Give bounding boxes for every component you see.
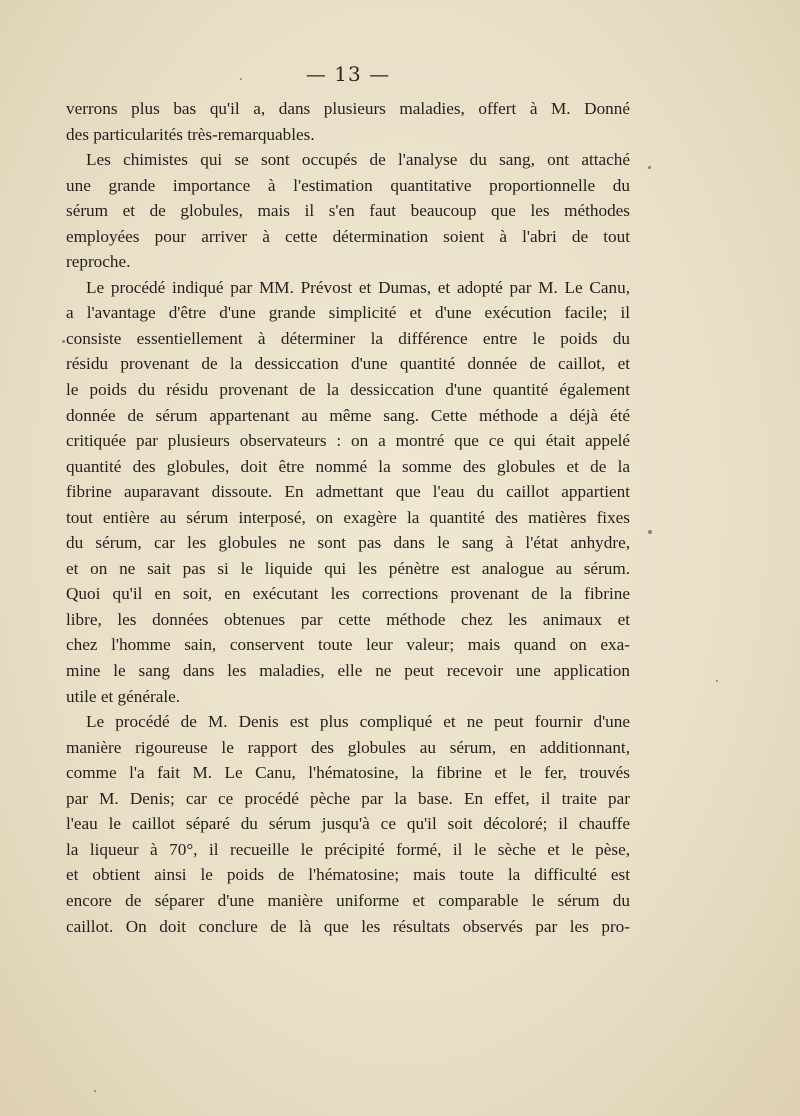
text-line: la liqueur à 70°, il recueille le précipité formé, il le sèche et le pèse,: [66, 839, 630, 859]
text-line: utile et générale.: [66, 686, 181, 706]
text-line: caillot. On doit conclure de là que les résultats observés par les pro-: [66, 916, 630, 936]
text-line: manière rigoureuse le rapport des globules au sérum, en additionnant,: [66, 737, 630, 757]
text-line: le poids du résidu provenant de la dessiccation d'une quantité également: [66, 380, 630, 400]
text-line: employées pour arriver à cette détermination soient à l'abri de tout: [66, 226, 630, 246]
text-line: a l'avantage d'être d'une grande simplicité et d'une exécution facile; il: [66, 303, 630, 323]
text-line: et obtient ainsi le poids de l'hématosine; mais toute la difficulté est: [66, 865, 630, 885]
text-line: Les chimistes qui se sont occupés de l'analyse du sang, ont attaché: [86, 150, 630, 170]
page-number: — 13 —: [305, 62, 391, 86]
text-line: chez l'homme sain, conservent toute leur valeur; mais quand on exa-: [66, 635, 630, 655]
text-line: sérum et de globules, mais il s'en faut beaucoup que les méthodes: [66, 201, 630, 221]
text-line: verrons plus bas qu'il a, dans plusieurs maladies, offert à M. Donné: [66, 99, 630, 118]
text-line: critiquée par plusieurs observateurs : on a montré que ce qui était appelé: [66, 431, 630, 451]
body-text: [66, 96, 630, 939]
text-line: fibrine auparavant dissoute. En admettant que l'eau du caillot appartient: [66, 482, 630, 502]
text-line: reproche.: [66, 252, 131, 272]
text-line: l'eau le caillot séparé du sérum jusqu'à ce qu'il soit décoloré; il chauffe: [66, 814, 630, 834]
paper-speck: [648, 530, 652, 534]
text-line: Quoi qu'il en soit, en exécutant les corrections provenant de la fibrine: [66, 584, 630, 604]
paper-speck: [62, 340, 65, 343]
text-line: encore de séparer d'une manière uniforme et comparable le sérum du: [66, 890, 630, 910]
paper-speck: [716, 680, 718, 682]
text-line: par M. Denis; car ce procédé pèche par la base. En effet, il traite par: [66, 788, 630, 808]
text-line: des particularités très-remarquables.: [66, 124, 315, 144]
text-line: résidu provenant de la dessiccation d'une quantité donnée de caillot, et: [66, 354, 630, 374]
text-line: une grande importance à l'estimation quantitative proportionnelle du: [66, 175, 630, 195]
text-line: quantité des globules, doit être nommé la somme des globules et de la: [66, 456, 630, 476]
text-line: libre, les données obtenues par cette méthode chez les animaux et: [66, 609, 630, 629]
text-line: du sérum, car les globules ne sont pas dans le sang à l'état anhydre,: [66, 533, 630, 553]
text-line: et on ne sait pas si le liquide qui les pénètre est analogue au sérum.: [66, 558, 630, 578]
paper-speck: [240, 78, 242, 80]
text-line: Le procédé indiqué par MM. Prévost et Dumas, et adopté par M. Le Canu,: [86, 277, 630, 297]
text-line: tout entière au sérum interposé, on exagère la quantité des matières fixes: [66, 507, 630, 527]
text-line: donnée de sérum appartenant au même sang. Cette méthode a déjà été: [66, 405, 630, 425]
paper-speck: [94, 1090, 96, 1092]
text-line: consiste essentiellement à déterminer la différence entre le poids du: [66, 328, 630, 348]
paper-speck: [648, 166, 651, 169]
text-line: comme l'a fait M. Le Canu, l'hématosine, la fibrine et le fer, trouvés: [66, 763, 630, 783]
text-line: Le procédé de M. Denis est plus compliqué et ne peut fournir d'une: [86, 712, 630, 732]
text-line: mine le sang dans les maladies, elle ne peut recevoir une application: [66, 661, 630, 681]
